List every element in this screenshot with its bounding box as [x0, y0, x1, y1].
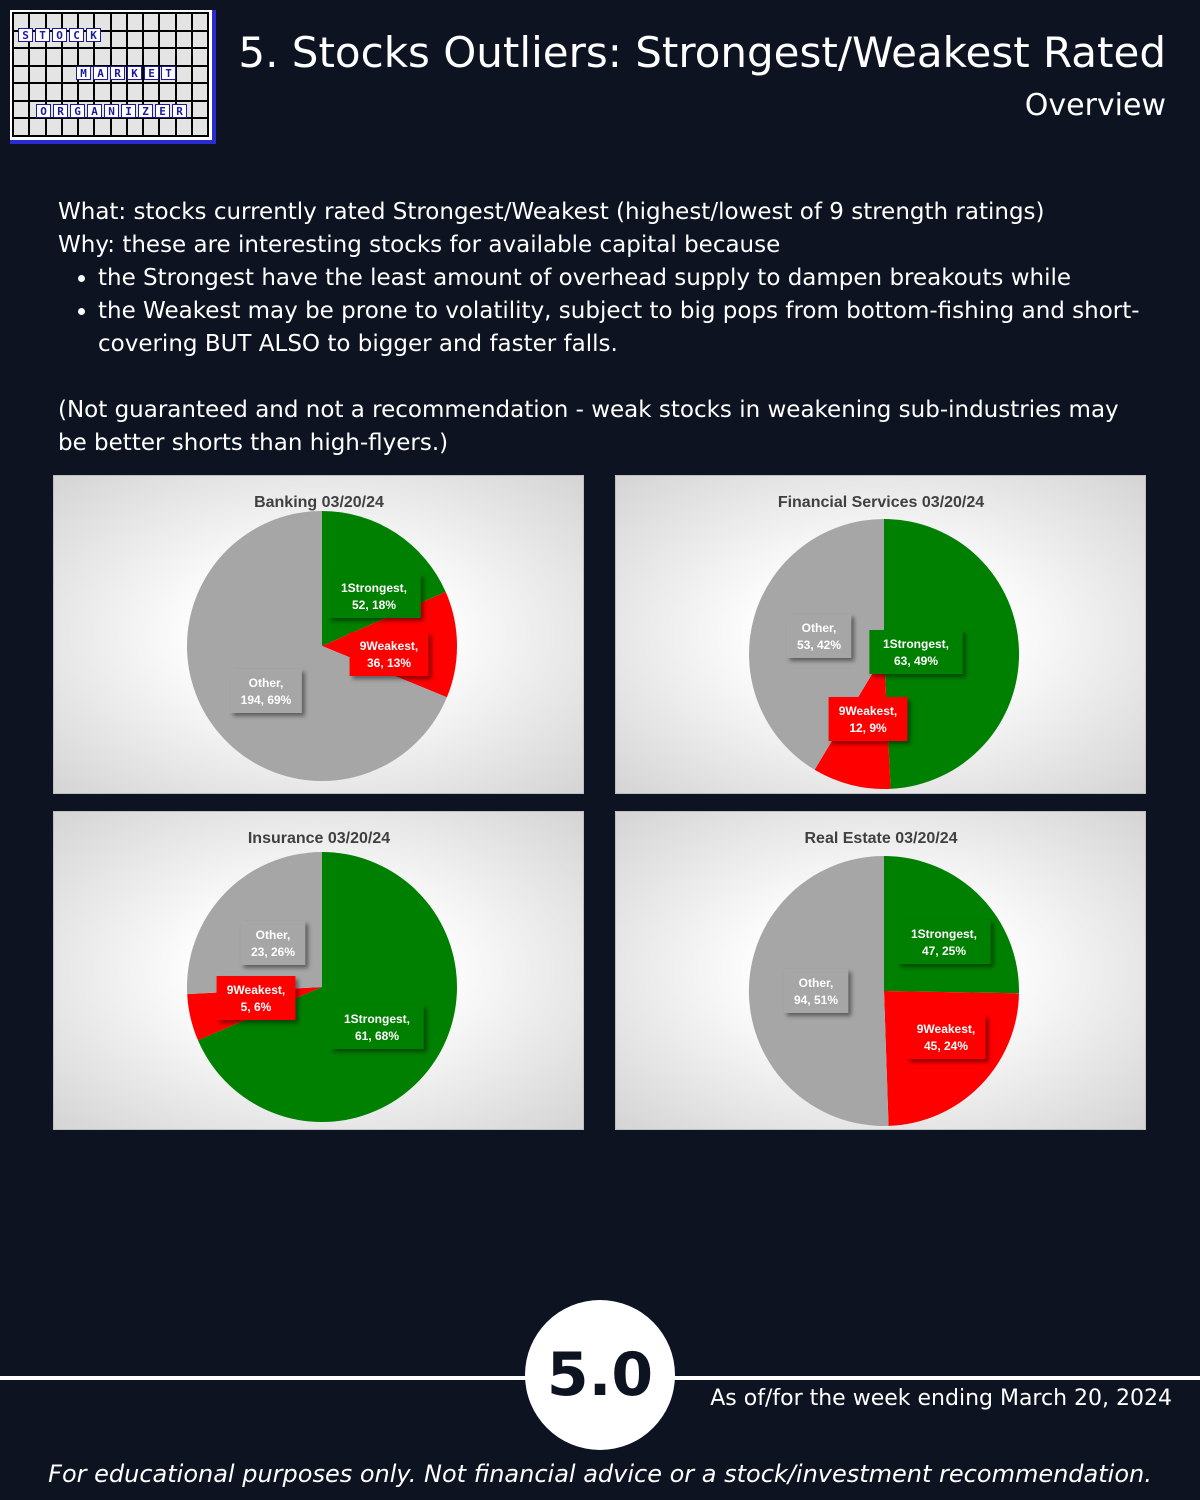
page-subtitle: Overview	[1024, 88, 1166, 123]
svg-text:Other,23, 26%: Other, 23, 26%	[250, 928, 296, 959]
svg-text:9Weakest,36, 13%: 9Weakest, 36, 13%	[359, 639, 419, 670]
data-label-9weakest	[217, 976, 296, 1020]
svg-text:Other,194, 69%: Other, 194, 69%	[240, 676, 292, 707]
logo-cell	[160, 49, 174, 65]
logo-word-organizer	[36, 104, 187, 118]
logo-cell	[14, 102, 28, 118]
svg-text:1Strongest,61, 68%: 1Strongest, 61, 68%	[343, 1012, 411, 1043]
logo-cell	[193, 67, 207, 83]
intro-bullet: • the Weakest may be prone to volatility, subject to big pops from bottom-fishing and short-covering BUT ALSO to bigger and faster falls.	[98, 295, 1148, 361]
logo-cell	[177, 49, 191, 65]
logo-cell	[95, 119, 109, 135]
logo-cell	[193, 49, 207, 65]
logo-cell	[160, 84, 174, 100]
data-label-other	[230, 669, 302, 713]
chart-panel-financial-services	[615, 475, 1146, 794]
logo-cell	[128, 14, 142, 30]
logo-cell	[112, 119, 126, 135]
logo-cell	[63, 119, 77, 135]
logo-word-market	[76, 66, 176, 80]
logo-letter: T	[35, 28, 50, 42]
logo-cell	[63, 49, 77, 65]
pie-chart-insurance	[54, 812, 585, 1131]
svg-text:Other,53, 42%: Other, 53, 42%	[796, 621, 842, 652]
logo-cell	[30, 49, 44, 65]
logo-cell	[193, 84, 207, 100]
logo-letter: M	[76, 66, 91, 80]
logo-cell	[63, 67, 77, 83]
section-badge: 5.0	[525, 1300, 675, 1450]
chart-title: Insurance 03/20/24	[247, 830, 391, 847]
logo-letter: A	[87, 104, 102, 118]
logo-cell	[63, 84, 77, 100]
logo-word-stock	[18, 28, 101, 42]
logo-cell	[30, 67, 44, 83]
logo-letter: C	[69, 28, 84, 42]
svg-text:9Weakest,5, 6%: 9Weakest, 5, 6%	[226, 983, 286, 1014]
logo-letter: R	[110, 66, 125, 80]
chart-title: Real Estate 03/20/24	[804, 830, 958, 847]
svg-text:1Strongest,47, 25%: 1Strongest, 47, 25%	[910, 927, 978, 958]
logo-cell	[14, 84, 28, 100]
chart-panel-insurance	[53, 811, 584, 1130]
logo-cell	[144, 119, 158, 135]
logo-cell	[14, 49, 28, 65]
logo-letter: K	[127, 66, 142, 80]
logo-letter: A	[93, 66, 108, 80]
logo-cell	[30, 119, 44, 135]
disclaimer: For educational purposes only. Not financial advice or a stock/investment recommendation.	[48, 1460, 1152, 1488]
intro-bullets	[58, 262, 1148, 361]
data-label-other	[787, 614, 851, 658]
page-title: 5. Stocks Outliers: Strongest/Weakest Rated	[238, 28, 1166, 77]
pie-chart-financial-services	[616, 476, 1147, 795]
pie-chart-real-estate	[616, 812, 1147, 1131]
logo-cell	[79, 49, 93, 65]
logo-letter: I	[121, 104, 136, 118]
logo-letter: T	[161, 66, 176, 80]
logo-cell	[128, 119, 142, 135]
logo-cell	[177, 67, 191, 83]
logo-cell	[160, 119, 174, 135]
stock-market-organizer-logo	[10, 10, 216, 144]
logo-letter: G	[70, 104, 85, 118]
logo-letter: E	[144, 66, 159, 80]
data-label-9weakest	[907, 1015, 986, 1059]
logo-cell	[144, 32, 158, 48]
logo-letter: N	[104, 104, 119, 118]
data-label-other	[784, 969, 848, 1013]
logo-cell	[128, 32, 142, 48]
data-label-other	[241, 921, 305, 965]
logo-cell	[79, 119, 93, 135]
intro-note: (Not guaranteed and not a recommendation - weak stocks in weakening sub-industries may be better shorts than high-flyers.)	[58, 397, 1119, 456]
svg-text:9Weakest,12, 9%: 9Weakest, 12, 9%	[838, 704, 898, 735]
logo-cell	[112, 84, 126, 100]
logo-cell	[193, 119, 207, 135]
chart-title: Financial Services 03/20/24	[777, 494, 985, 511]
pie-chart-banking	[54, 476, 585, 795]
logo-letter: O	[36, 104, 51, 118]
logo-cell	[144, 84, 158, 100]
logo-cell	[128, 84, 142, 100]
logo-cell	[14, 67, 28, 83]
logo-cell	[160, 14, 174, 30]
logo-cell	[193, 32, 207, 48]
chart-panel-banking	[53, 475, 584, 794]
logo-cell	[177, 32, 191, 48]
logo-letter: K	[86, 28, 101, 42]
logo-letter: R	[53, 104, 68, 118]
logo-cell	[177, 84, 191, 100]
logo-cell	[144, 49, 158, 65]
logo-cell	[47, 119, 61, 135]
logo-cell	[193, 102, 207, 118]
svg-text:1Strongest,63, 49%: 1Strongest, 63, 49%	[882, 637, 950, 668]
logo-cell	[47, 84, 61, 100]
logo-letter: R	[172, 104, 187, 118]
logo-letter: S	[18, 28, 33, 42]
intro-bullet: • the Strongest have the least amount of overhead supply to dampen breakouts while	[98, 262, 1148, 295]
logo-cell	[177, 14, 191, 30]
intro-what: What: stocks currently rated Strongest/Weakest (highest/lowest of 9 strength ratings)	[58, 199, 1045, 225]
logo-cell	[144, 14, 158, 30]
data-label-1strongest	[330, 1005, 423, 1049]
svg-text:Other,94, 51%: Other, 94, 51%	[793, 976, 839, 1007]
data-label-1strongest	[897, 920, 990, 964]
intro-why: Why: these are interesting stocks for available capital because	[58, 232, 781, 258]
logo-cell	[112, 14, 126, 30]
intro-text	[58, 196, 1148, 460]
data-label-1strongest	[869, 630, 962, 674]
logo-cell	[128, 49, 142, 65]
logo-letter: E	[155, 104, 170, 118]
as-of-date: As of/for the week ending March 20, 2024	[710, 1386, 1172, 1411]
data-label-1strongest	[327, 574, 420, 618]
svg-text:1Strongest,52, 18%: 1Strongest, 52, 18%	[340, 581, 408, 612]
logo-cell	[47, 49, 61, 65]
logo-cell	[177, 119, 191, 135]
chart-panel-real-estate	[615, 811, 1146, 1130]
logo-cell	[112, 49, 126, 65]
logo-cell	[30, 84, 44, 100]
svg-text:9Weakest,45, 24%: 9Weakest, 45, 24%	[916, 1022, 976, 1053]
chart-title: Banking 03/20/24	[254, 494, 384, 511]
data-label-9weakest	[829, 697, 908, 741]
logo-cell	[47, 67, 61, 83]
logo-cell	[95, 84, 109, 100]
data-label-9weakest	[350, 632, 429, 676]
logo-cell	[79, 84, 93, 100]
logo-cell	[112, 32, 126, 48]
logo-cell	[193, 14, 207, 30]
logo-cell	[14, 119, 28, 135]
logo-letter: Z	[138, 104, 153, 118]
logo-letter: O	[52, 28, 67, 42]
logo-cell	[160, 32, 174, 48]
logo-cell	[95, 49, 109, 65]
